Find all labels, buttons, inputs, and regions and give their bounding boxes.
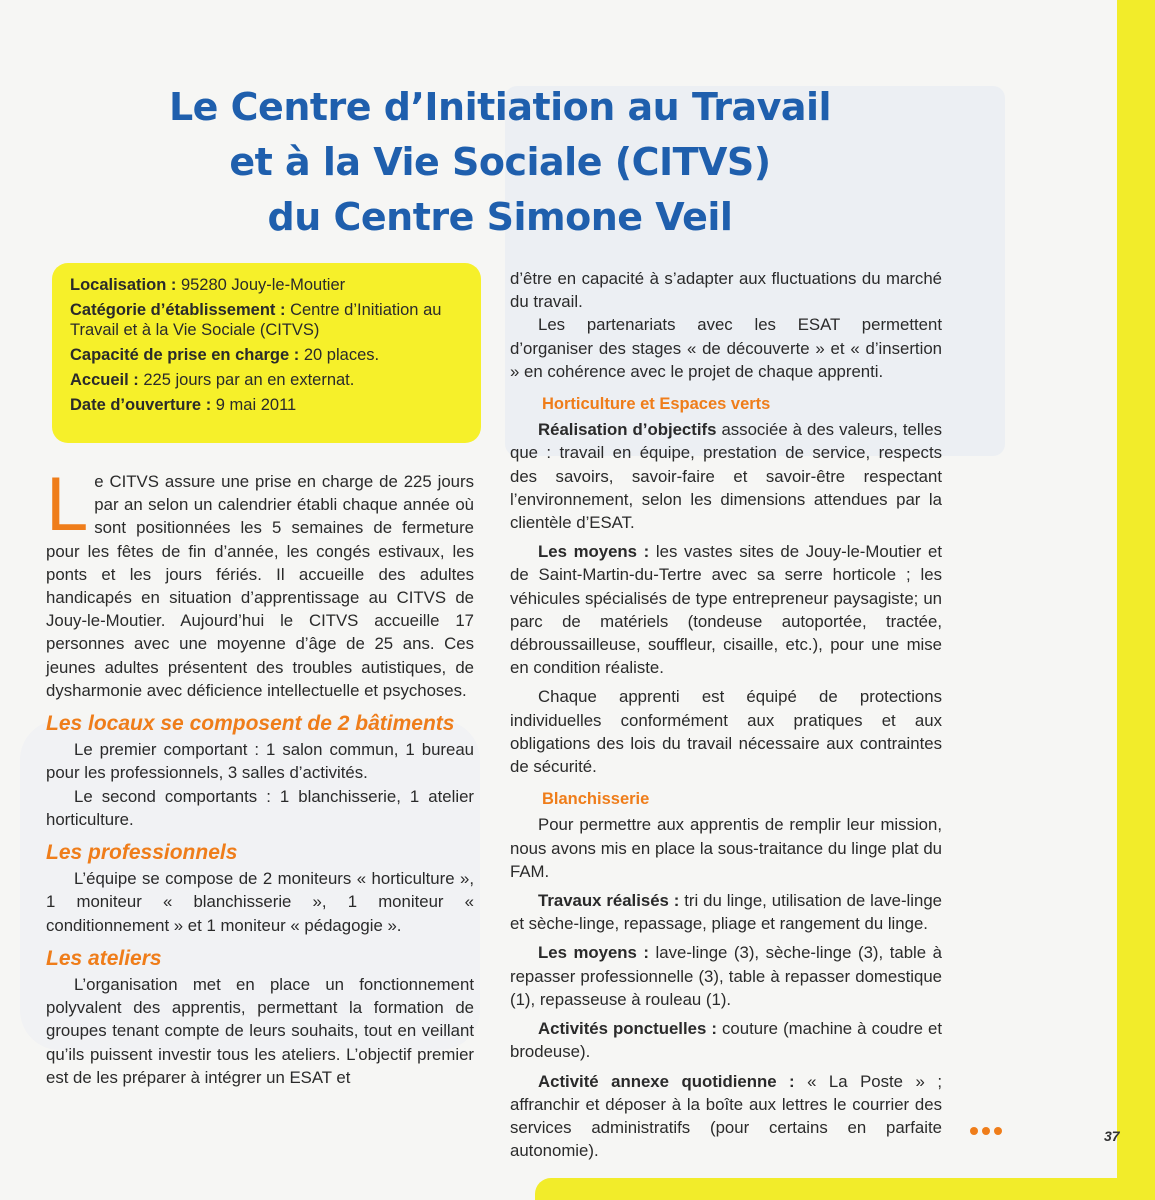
moyens-blanchisserie-paragraph: Les moyens : lave-linge (3), sèche-linge (3), table à repasser professionnelle (3), table à repasser domestique (1), repasseuse à rouleau (1). xyxy=(510,943,942,1009)
left-column xyxy=(46,462,474,1089)
heading-locaux: Les locaux se composent de 2 bâtiments xyxy=(46,712,455,736)
activite-annexe-paragraph: Activité annexe quotidienne : « La Poste » ; affranchir et déposer à la boîte aux lettres le courrier des services administratifs (pour certains en parfaite autonomie). xyxy=(510,1071,942,1161)
locaux-paragraph-2: Le second comportants : 1 blanchisserie, 1 atelier horticulture. xyxy=(46,786,474,829)
protections-paragraph: Chaque apprenti est équipé de protections individuelles conformément aux pratiques et aux obligations des lois du travail nécessaire aux contraintes de sécurité. xyxy=(510,687,942,777)
heading-ateliers: Les ateliers xyxy=(46,946,162,970)
yellow-edge-band xyxy=(1117,0,1155,1200)
dot-icon xyxy=(982,1127,990,1135)
decorative-dots xyxy=(970,1127,1002,1135)
activites-ponctuelles-paragraph: Activités ponctuelles : couture (machine à coudre et brodeuse). xyxy=(510,1019,942,1062)
yellow-bottom-band xyxy=(535,1178,1155,1200)
partenariats-paragraph: Les partenariats avec les ESAT permettent d’organiser des stages « de découverte » et « d’insertion » en cohérence avec le projet de chaque apprenti. xyxy=(510,315,942,381)
title-line-2: et à la Vie Sociale (CITVS) xyxy=(229,140,771,184)
info-localisation: Localisation : 95280 Jouy-le-Moutier xyxy=(70,276,346,294)
info-capacite: Capacité de prise en charge : 20 places. xyxy=(70,346,380,364)
drop-cap: L xyxy=(46,462,89,547)
moyens-horticulture-paragraph: Les moyens : les vastes sites de Jouy-le-Moutier et de Saint-Martin-du-Tertre avec sa serre horticole ; les véhicules spécialisés de type entrepreneur paysagiste; un parc de matériels (tondeuse autoportée, tractée, débroussailleuse, souffleur, cisaille, etc.), pour une mise en condition réaliste. xyxy=(510,542,942,678)
dot-icon xyxy=(994,1127,1002,1135)
heading-horticulture: Horticulture et Espaces verts xyxy=(542,395,771,414)
locaux-paragraph-1: Le premier comportant : 1 salon commun, 1 bureau pour les professionnels, 3 salles d’activités. xyxy=(46,740,474,783)
heading-professionnels: Les professionnels xyxy=(46,841,238,865)
info-accueil: Accueil : 225 jours par an en externat. xyxy=(70,371,355,389)
intro-paragraph: Le CITVS assure une prise en charge de 225 jours par an selon un calendrier établi chaque année où sont positionnées les 5 semaines de fermeture pour les fêtes de fin d’année, les congés estivaux, les ponts et les jours fériés. Il accueille des adultes handicapés en situation d’apprentissage au CITVS de Jouy-le-Moutier. Aujourd’hui le CITVS accueille 17 personnes avec une moyenne d’âge de 25 ans. Ces jeunes adultes présentent des troubles autistiques, de dysharmonie avec déficience intellectuelle et psychoses. xyxy=(46,462,474,700)
heading-blanchisserie: Blanchisserie xyxy=(542,790,650,809)
ateliers-paragraph: L’organisation met en place un fonctionnement polyvalent des apprentis, permettant la formation de groupes tenant compte de leurs souhaits, tout en veillant qu’ils puissent investir tous les ateliers. L’objectif premier est de les préparer à intégrer un ESAT et xyxy=(46,975,474,1087)
professionnels-paragraph: L’équipe se compose de 2 moniteurs « horticulture », 1 moniteur « blanchisserie », 1 moniteur « conditionnement » et 1 moniteur « pédagogie ». xyxy=(46,869,474,935)
dot-icon xyxy=(970,1127,978,1135)
title-line-3: du Centre Simone Veil xyxy=(267,195,733,239)
realisation-paragraph: Réalisation d’objectifs associée à des valeurs, telles que : travail en équipe, prestation de service, respects des savoirs, savoir-faire et savoir-être respectant l’environnement, selon les dimensions attendues par la clientèle d’ESAT. xyxy=(510,420,943,533)
travaux-paragraph: Travaux réalisés : tri du linge, utilisation de lave-linge et sèche-linge, repassage, pliage et rangement du linge. xyxy=(510,891,942,934)
right-column xyxy=(510,267,942,1162)
page-title xyxy=(60,80,940,245)
info-categorie: Catégorie d’établissement : Centre d’Initiation au Travail et à la Vie Sociale (CITVS) xyxy=(70,301,442,339)
info-box xyxy=(52,263,481,443)
continued-paragraph: d’être en capacité à s’adapter aux fluctuations du marché du travail. xyxy=(510,269,942,312)
blanchisserie-paragraph: Pour permettre aux apprentis de remplir leur mission, nous avons mis en place la sous-traitance du linge plat du FAM. xyxy=(510,815,942,881)
page-number: 37 xyxy=(1104,1128,1120,1144)
title-line-1: Le Centre d’Initiation au Travail xyxy=(168,85,832,129)
info-ouverture: Date d’ouverture : 9 mai 2011 xyxy=(70,396,297,414)
